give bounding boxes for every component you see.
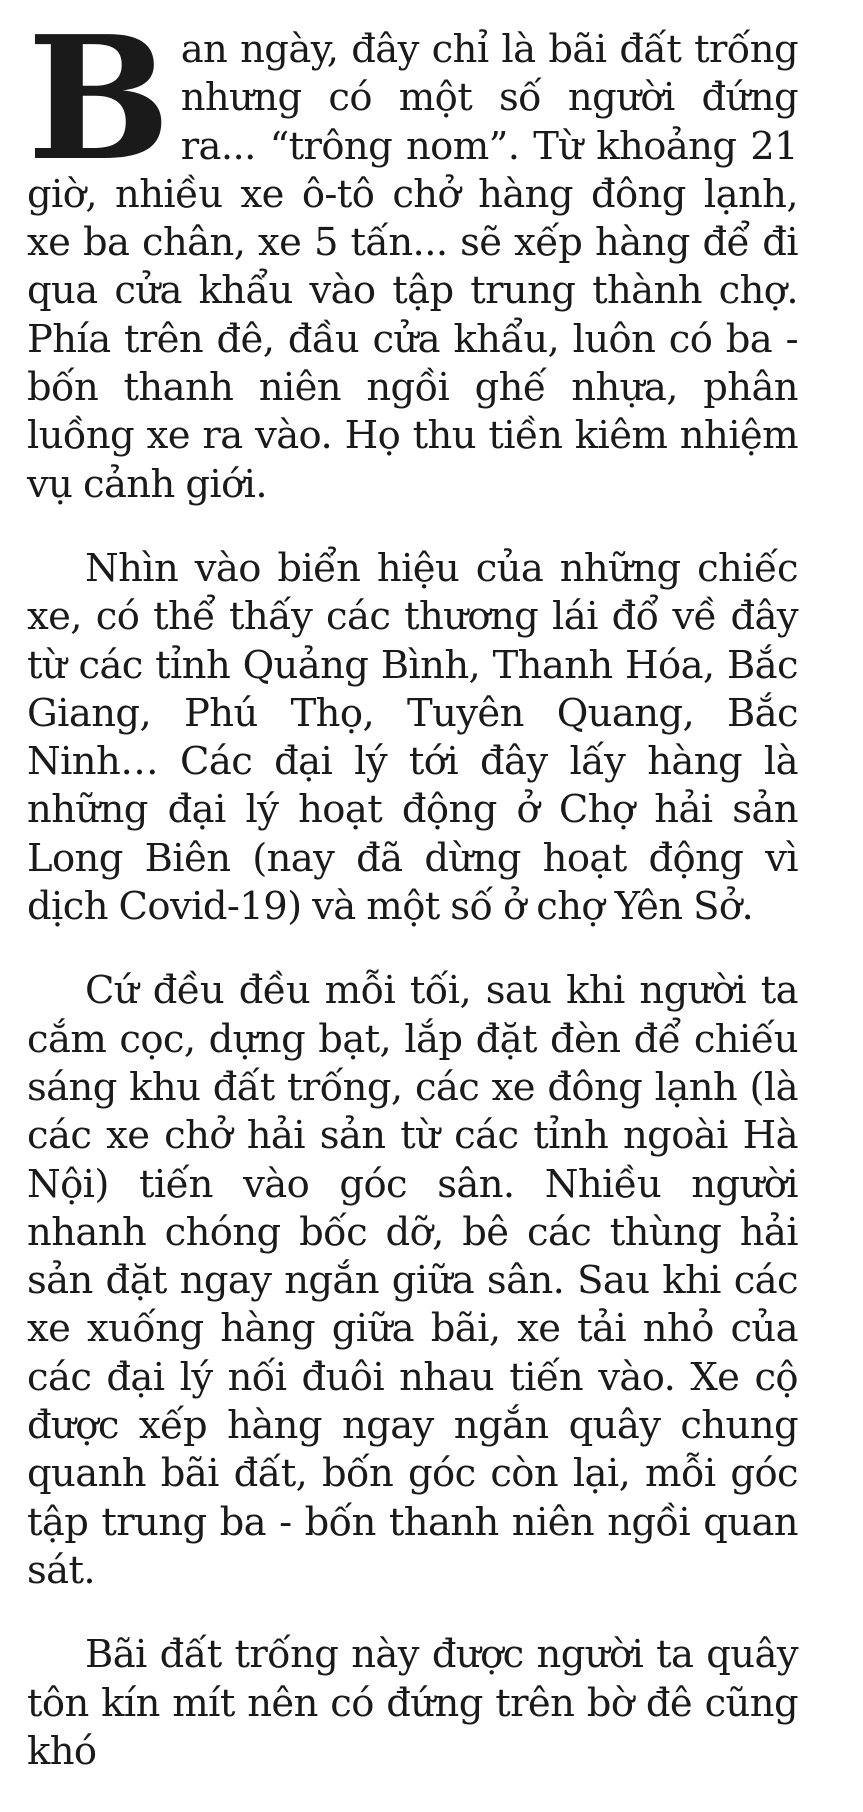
paragraph-2: Nhìn vào biển hiệu của những chiếc xe, có thể thấy các thương lái đổ về đây từ các tỉnh Quảng Bình, Thanh Hóa, Bắc Giang, Phú Thọ, Tuyên Quang, Bắc Ninh… Các đại lý tới đây lấy hàng là những đại lý hoạt động ở Chợ hải sản Long Biên (nay đã dừng hoạt động vì dịch Covid-19) và một số ở chợ Yên Sở. bbox=[27, 545, 798, 930]
paragraph-4: Bãi đất trống này được người ta quây tôn kín mít nên có đứng trên bờ đê cũng khó bbox=[27, 1632, 798, 1774]
article-body bbox=[27, 0, 798, 1812]
drop-cap: B bbox=[27, 0, 171, 199]
paragraph-3: Cứ đều đều mỗi tối, sau khi người ta cắm cọc, dựng bạt, lắp đặt đèn để chiếu sáng khu đất trống, các xe đông lạnh (là các xe chở hải sản từ các tỉnh ngoài Hà Nội) tiến vào góc sân. Nhiều người nhanh chóng bốc dỡ, bê các thùng hải sản đặt ngay ngắn giữa sân. Sau khi các xe xuống hàng giữa bãi, xe tải nhỏ của các đại lý nối đuôi nhau tiến vào. Xe cộ được xếp hàng ngay ngắn quây chung quanh bãi đất, bốn góc còn lại, mỗi góc tập trung ba - bốn thanh niên ngồi quan sát. bbox=[27, 968, 798, 1593]
paragraph-1-text: an ngày, đây chỉ là bãi đất trống nhưng có một số người đứng ra... “trông nom”. Từ khoảng 21 giờ, nhiều xe ô-tô chở hàng đông lạnh, xe ba chân, xe 5 tấn... sẽ xếp hàng để đi qua cửa khẩu vào tập trung thành chợ. Phía trên đê, đầu cửa khẩu, luôn có ba - bốn thanh niên ngồi ghế nhựa, phân luồng xe ra vào. Họ thu tiền kiêm nhiệm vụ cảnh giới. bbox=[27, 27, 798, 507]
paragraph-1 bbox=[27, 0, 798, 509]
